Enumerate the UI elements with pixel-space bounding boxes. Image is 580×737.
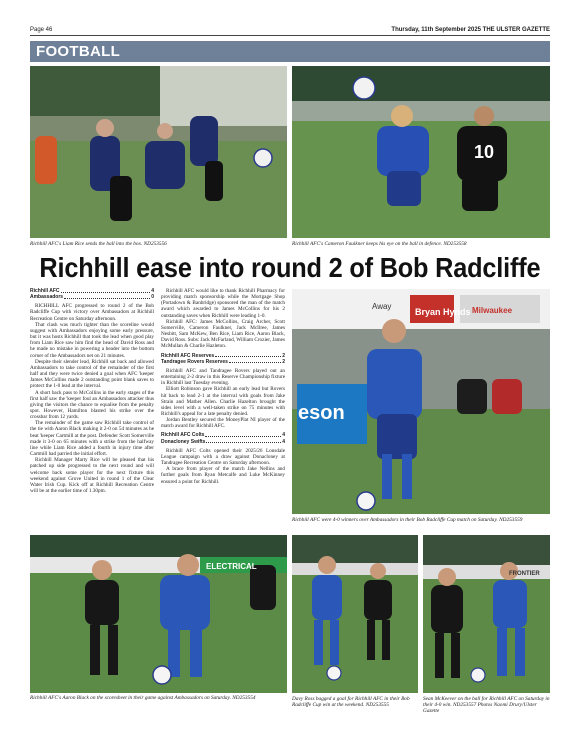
banner-text: ELECTRICAL [206, 562, 257, 571]
article-column-1 [30, 288, 154, 494]
banner-text: Milwaukee [472, 306, 513, 315]
photo-cameron-faulkner [292, 66, 550, 238]
article-paragraph: Richhill AFC Colts opened their 2025/26 Lonsdale League campaign with a draw against Donacloney at Tandragee Recreation Centre on Saturday afternoon. [161, 447, 285, 467]
photo-caption: Davy Ross bagged a goal for Richhill AFC in their Bob Radcliffe Cup win at the weekend. ND253555 [292, 696, 410, 709]
section-title: FOOTBALL [36, 43, 121, 60]
photo-sean-mckeever [423, 535, 550, 693]
article-paragraph: Jordan Bentley secured the MoneyPlat NI player of the match award for Richhill AFC. [161, 417, 285, 430]
svg-text:10: 10 [474, 142, 495, 162]
article-paragraph: Richhill AFC would like to thank Richhill Pharmacy for providing match sponsorship while the Mortgage Shop (Portadown & Banbridge) sponsored the man of the match award which awarded to James McCollins for his 2 outstanding saves when Richhill were leading 1-0. [161, 288, 285, 319]
article-paragraph: Richhill AFC: James McCollins, Craig Archer, Scott Somerville, Cameron Faulkner, Jack McIlree, James Nesbitt, Sam McKew, Ben Rice, Liam Rice, Aaron Black, David Ross. Subs: Jack McFarland, William Crozier, James McMullan & Charlie Hazleton. [161, 318, 285, 350]
banner-text: FRONTIER [509, 571, 540, 577]
photo-aaron-black [30, 535, 287, 693]
banner-text: Bryan Hynds [415, 307, 471, 317]
article-paragraph: Despite their slender lead, Richhill sat back and allowed Ambassadors to take control of the remainder of the first half and they were twice denied a goal when AFC 'keeper James McCollins made 2 outstanding point blank saves to protect the 1-0 lead at the interval. [30, 358, 154, 390]
page-header [30, 26, 550, 36]
score-line: Tandragee Rovers Reserves 2 [161, 358, 285, 365]
score-line: Ambassadors 0 [30, 294, 154, 301]
score-line: Donacloney Swifts 4 [161, 438, 285, 445]
score-line: Richhill AFC Reserves 2 [161, 352, 285, 359]
section-bar [30, 41, 550, 62]
article-paragraph: Richhill AFC and Tandragee Rovers played out an entertaining 2-2 draw in this Reserve Championship fixture in Richhill last Tuesday evening. [161, 367, 285, 387]
score-line: Richhill AFC Colts 4 [161, 432, 285, 439]
photo-caption: Richhill AFC's Liam Rice sends the ball into the box. ND253556 [30, 241, 167, 247]
article-paragraph: Richhill Manager Marty Rice will be pleased that his patched up side progressed to the next round and will welcome back some player for the next fixture this weekend against Grove United in round 1 of the Clear Water Irish Cup. Kick off at Richhill Recreation Centre will be at the earlier time of 1.30pm. [30, 457, 154, 494]
article-column-2 [161, 288, 285, 485]
photo-team-win [292, 289, 550, 514]
page-number: Page 46 [30, 27, 53, 33]
photo-davy-ross [292, 535, 418, 693]
photo-caption: Richhill AFC were 4-0 winners over Ambassadors in their Bob Radcliffe Cup match on Saturday. ND253559 [292, 517, 523, 523]
banner-text: Away [372, 302, 392, 311]
article-paragraph: The remainder of the game saw Richhill take control of the tie with Aaron Black making it 2-0 on 54 minutes as he beat 'keeper Cartmill at the post. Defender Scott Somerville made it 3-0 on 65 minutes with a strike from the halfway line while Liam Rice added a fourth in injury time after Cartmill had parried the initial effort. [30, 420, 154, 458]
banner-text: eson [298, 402, 345, 424]
article-paragraph: A short back pass to McCollins in the early stages of the first half saw the 'keeper foul an Ambassadors attacker thus giving the visitors the chance to equalise from the penalty spot. However, Hamilton blasted his strike over the crossbar from 12 yards. [30, 389, 154, 421]
photo-caption: Richhill AFC's Cameron Faulkner keeps his eye on the ball in defence. ND253558 [292, 241, 467, 247]
photo-caption: Richhill AFC's Aaron Black on the scoresheet in their game against Ambassadors on Saturday. ND253554 [30, 695, 256, 701]
article-headline: Richhill ease into round 2 of Bob Radcliffe [39, 252, 541, 283]
article-paragraph: A brace from player of the match Jake Nellins and further goals from Ryan Metcalfe and Luke McKinney ensured a point for Richhill. [161, 466, 285, 485]
photo-liam-rice [30, 66, 287, 238]
article-paragraph: Elliott Robinson gave Richhill an early lead but Rovers hit back to lead 2-1 at the interval with goals from Jake Strain and Mather Allen. Charlie Hazelton brought the sides level with a well-taken strike on 75 minutes with Richhill's appeal for a late penalty denied. [161, 386, 285, 417]
score-line: Richhill AFC 4 [30, 288, 154, 294]
issue-date: Thursday, 11th September 2025 THE ULSTER GAZETTE [391, 27, 550, 33]
article-paragraph: That clash was much tighter than the scoreline would suggest with Ambassadors enjoying some early pressure, but it was hosts Richhill that took the lead when good play from Liam Rice saw him find the head of David Ross and he made no mistake in powering a header into the bottom corner of the Ambassadors net on 21 minutes. [30, 321, 154, 359]
photo-caption: Sean McKeever on the ball for Richhill AFC on Saturday in their 4-0 win. ND253557 Photos Naomi Drury/Ulster Gazette [423, 696, 550, 715]
article-paragraph: RICHHILL AFC progressed to round 2 of the Bob Radcliffe Cup with victory over Ambassadors at Richhill Recreation Centre on Saturday afternoon. [30, 303, 154, 322]
